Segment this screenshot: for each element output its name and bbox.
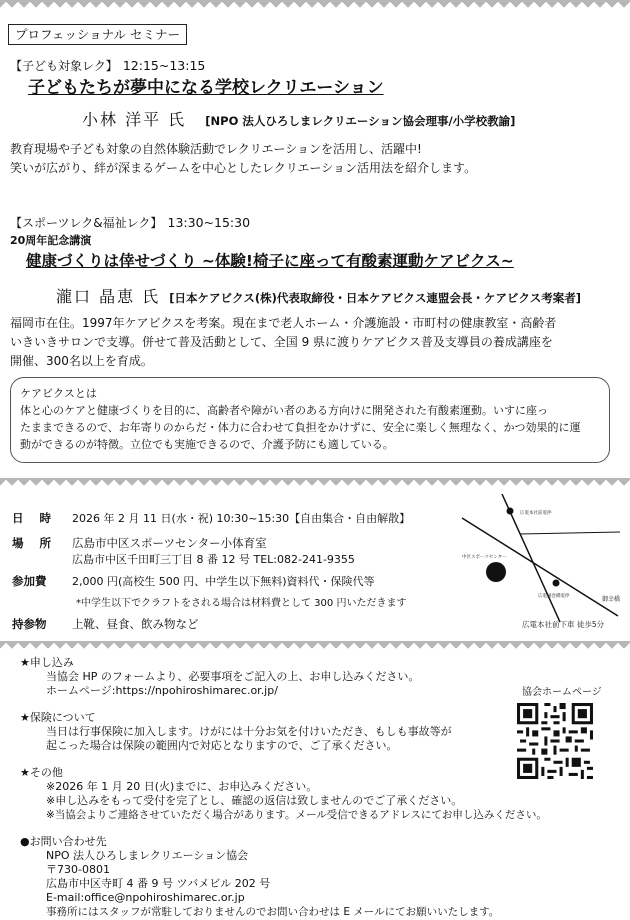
other-heading: ★その他: [20, 766, 63, 779]
anniversary-label: 20周年記念講演: [10, 234, 92, 247]
contact-postal: 〒730-0801: [46, 863, 110, 876]
session1-category: 【子ども対象レク】: [10, 59, 118, 73]
contact-section: [20, 835, 499, 919]
session1-time: 12:15~13:15: [122, 58, 206, 73]
venue-name: 広島市中区スポーツセンター小体育室: [72, 536, 267, 550]
contact-email: E-mail:office@npohiroshimarec.or.jp: [46, 891, 245, 904]
contact-org: NPO 法人ひろしまレクリエーション協会: [46, 849, 249, 862]
session1-description: [10, 140, 620, 178]
separator-2: [0, 641, 630, 651]
map-center-label: 中区スポーツセンター: [462, 555, 507, 560]
insurance-line: 起こった場合は保険の範囲内で対応となりますので、ご了承ください。: [46, 739, 398, 752]
contact-note: 事務所にはスタッフが常駐しておりませんのでお問い合わせは E メールにてお願いいたします。: [46, 906, 500, 918]
map-bridge-label: 御幸橋: [602, 596, 621, 603]
date-value: 2026 年 2 月 11 日(水・祝) 10:30~15:30【自由集合・自由解散】: [72, 512, 411, 525]
session2-description-line: 開催、300名以上を育成。: [10, 354, 153, 368]
fee-value: 2,000 円(高校生 500 円、中学生以下無料)資料代・保険代等: [72, 575, 375, 588]
session2-description-line: 福岡市在住。1997年ケアビクスを考案。現在まで老人ホーム・介護施設・市町村の健康教室・高齢者: [10, 316, 557, 330]
map-venue-marker: [486, 562, 506, 582]
apply-line: 当協会 HP のフォームより、必要事項をご記入の上、お申し込みください。: [46, 670, 420, 683]
insurance-section: [20, 711, 452, 753]
other-line: ※当協会よりご連絡させていただく場合があります。メール受信できるアドレスにてお申し込みください。: [46, 809, 547, 821]
carebics-line: たままできるので、お年寄りのからだ・体力に合わせて負担をかけずに、安全に楽しく無理なく、かつ効果的に運: [20, 421, 581, 434]
carebics-line: 動ができるのが特徴。立位でも実施できるので、介護予防にも適している。: [20, 438, 394, 451]
contact-heading: ●お問い合わせ先: [20, 835, 107, 848]
fee-note: *中学生以下でクラフトをされる場合は材料費として 300 円いただきます: [76, 598, 407, 609]
qr-label: 協会ホームページ: [522, 687, 602, 698]
other-line: ※2026 年 1 月 20 日(火)までに、お申込みください。: [46, 780, 318, 793]
session2-description: [10, 314, 622, 371]
session1-description-line: 笑いが広がり、絆が深まるゲームを中心としたレクリエーション活用法を紹介します。: [10, 161, 477, 175]
session1-speaker-affiliation: [NPO 法人ひろしまレクリエーション協会理事/小学校教諭]: [205, 114, 516, 128]
map-station1-marker: [507, 508, 514, 515]
apply-heading: ★申し込み: [20, 656, 74, 669]
session1-speaker: [82, 107, 515, 130]
insurance-heading: ★保険について: [20, 711, 96, 724]
seminar-tag: プロフェッショナル セミナー: [8, 24, 187, 45]
session2-title: 健康づくりは倖せづくり ~体験!椅子に座って有酸素運動ケアビクス~: [26, 252, 514, 270]
session1-title: 子どもたちが夢中になる学校レクリエーション: [28, 78, 384, 98]
separator-1: [0, 478, 630, 488]
venue-label: 場 所: [12, 536, 58, 550]
items-value: 上靴、昼食、飲み物など: [72, 617, 199, 631]
other-section: [20, 766, 547, 822]
top-border: [0, 0, 630, 10]
session2-speaker: [56, 284, 581, 307]
map-caption: 広電本社前下車 徒歩5分: [522, 620, 605, 629]
session1-header: [10, 55, 205, 74]
map-station2-marker: [553, 580, 560, 587]
venue-address: 広島市中区千田町三丁目 8 番 12 号 TEL:082-241-9355: [72, 553, 355, 566]
map-station1-label: 広電本社前電停: [520, 511, 552, 516]
venue-map: [460, 492, 625, 632]
carebics-heading: ケアビクスとは: [20, 387, 97, 400]
fee-label: 参加費: [12, 574, 47, 588]
carebics-line: 体と心のケアと健康づくりを目的に、高齢者や障がい者のある方向けに開発された有酸素運動。いすに座っ: [20, 404, 548, 417]
items-label: 持参物: [12, 617, 47, 631]
apply-section: [20, 656, 419, 698]
map-station2-label: 広電国巻橋電停: [538, 594, 570, 599]
contact-address: 広島市中区寺町 4 番 9 号 ツバメビル 202 号: [46, 877, 271, 890]
other-line: ※申し込みをもって受付を完了とし、確認の返信は致しませんのでご了承ください。: [46, 794, 463, 807]
session2-time: 13:30~15:30: [167, 215, 251, 230]
carebics-info-text: [20, 385, 605, 453]
session1-description-line: 教育現場や子ども対象の自然体験活動でレクリエーションを活用し、活躍中!: [10, 142, 422, 156]
session2-description-line: いきいきサロンで支導。併せて普及活動として、全国 9 県に渡りケアビクス普及支導員の養成講座を: [10, 335, 553, 349]
session2-category: 【スポーツレク&福祉レク】: [10, 216, 163, 230]
session2-speaker-affiliation: [日本ケアビクス(株)代表取締役・日本ケアビクス連盟会長・ケアビクス考案者]: [169, 291, 581, 305]
insurance-line: 当日は行事保険に加入します。けがには十分お気を付けいただき、もしも事故等が: [46, 725, 452, 738]
session2-header: [10, 212, 250, 231]
session1-speaker-name: 小林 洋平 氏: [82, 110, 187, 129]
map-street: [520, 532, 620, 534]
date-label: 日 時: [12, 511, 58, 525]
apply-homepage: ホームページ:https://npohiroshimarec.or.jp/: [46, 684, 278, 697]
session2-speaker-name: 瀧口 晶恵 氏: [56, 287, 161, 306]
